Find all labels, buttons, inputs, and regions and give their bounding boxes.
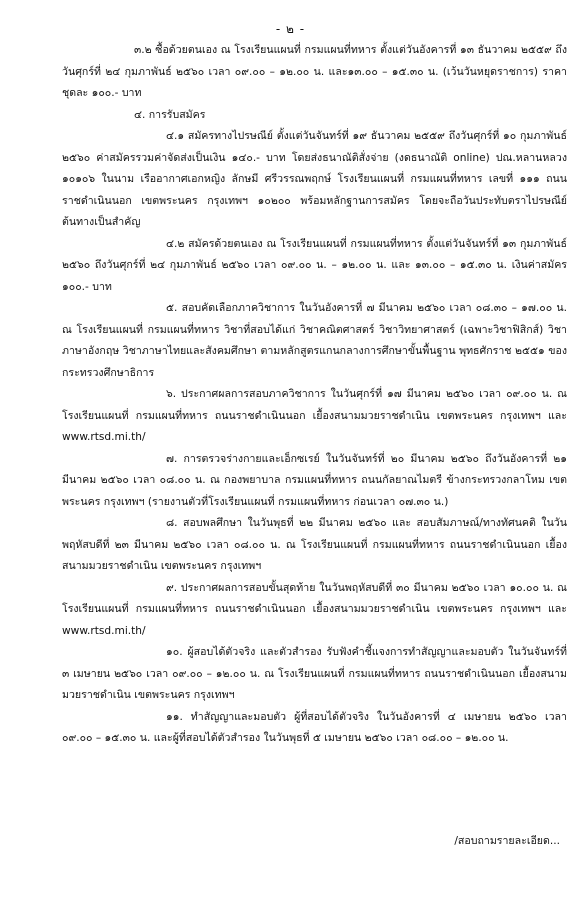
paragraph-9: ๙. ประกาศผลการสอบขั้นสุดท้าย ในวันพฤหัสบดีที่ ๓๐ มีนาคม ๒๕๖๐ เวลา ๑๐.๐๐ น. ณ โรงเรียนแผนที่ กรมแผนที่ทหาร ถนนราชดำเนินนอก เยื้องสนามมวยราชดำเนิน เขตพระนคร กรุงเทพฯ และ www.rtsd.mi.th/: [62, 581, 567, 637]
heading-application: ๔. การรับสมัคร: [134, 108, 206, 121]
paragraph-3-2: ๓.๒ ซื้อด้วยตนเอง ณ โรงเรียนแผนที่ กรมแผนที่ทหาร ตั้งแต่วันอังคารที่ ๑๓ ธันวาคม ๒๕๕๙ ถึงวันศุกร์ที่ ๒๔ กุมภาพันธ์ ๒๕๖๐ เวลา ๐๙.๐๐ – ๑๒.๐๐ น. และ๑๓.๐๐ – ๑๕.๓๐ น. (เว้นวันหยุดราชการ) ราคาชุดละ ๑๐๐.- บาท: [62, 44, 567, 99]
paragraph-10: ๑๐. ผู้สอบได้ตัวจริง และตัวสำรอง รับฟังคำชี้แจงการทำสัญญาและมอบตัว ในวันจันทร์ที่ ๓ เมษายน ๒๕๖๐ เวลา ๐๙.๐๐ – ๑๒.๐๐ น. ณ โรงเรียนแผนที่ กรมแผนที่ทหาร ถนนราชดำเนินนอก เยื้องสนามมวยราชดำเนิน เขตพระนคร กรุงเทพฯ: [62, 646, 567, 701]
paragraph-5: ๕. สอบคัดเลือกภาควิชาการ ในวันอังคารที่ ๗ มีนาคม ๒๕๖๐ เวลา ๐๘.๓๐ – ๑๗.๐๐ น. ณ โรงเรียนแผนที่ กรมแผนที่ทหาร วิชาที่สอบได้แก่ วิชาคณิตศาสตร์ วิชาวิทยาศาสตร์ (เฉพาะวิชาฟิสิกส์) วิชาภาษาอังกฤษ วิชาภาษาไทยและสังคมศึกษา ตามหลักสูตรแกนกลางการศึกษาขั้นพื้นฐาน พุทธศักราช ๒๕๕๑ ของกระทรวงศึกษาธิการ: [62, 302, 567, 379]
paragraph-4-1: ๔.๑ สมัครทางไปรษณีย์ ตั้งแต่วันจันทร์ที่ ๑๙ ธันวาคม ๒๕๕๙ ถึงวันศุกร์ที่ ๑๐ กุมภาพันธ์ ๒๕๖๐ ค่าสมัครรวมค่าจัดส่งเป็นเงิน ๑๔๐.- บาท โดยส่งธนาณัติสั่งจ่าย (งดธนาณัติ online) ปณ.หลานหลวง ๑๐๑๐๖ ในนาม เรืออากาศเอกหญิง ลักษมี ศรีวรรณพฤกษ์ โรงเรียนแผนที่ กรมแผนที่ทหาร เลขที่ ๑๑๑ ถนนราชดำเนินนอก เขตพระนคร กรุงเทพฯ ๑๐๒๐๐ พร้อมหลักฐานการสมัคร โดยจะถือวันประทับตราไปรษณีย์ต้นทางเป็นสำคัญ: [62, 130, 567, 228]
paragraph-7: ๗. การตรวจร่างกายและเอ็กซเรย์ ในวันจันทร์ที่ ๒๐ มีนาคม ๒๕๖๐ ถึงวันอังคารที่ ๒๑ มีนาคม ๒๕๖๐ เวลา ๐๘.๐๐ น. ณ กองพยาบาล กรมแผนที่ทหาร ถนนกัลยาณไมตรี ข้างกระทรวงกลาโหม เขตพระนคร กรุงเทพฯ (รายงานตัวที่โรงเรียนแผนที่ กรมแผนที่ทหาร ก่อนเวลา ๐๗.๓๐ น.): [62, 452, 567, 508]
document-body: [62, 40, 567, 750]
page-number: - ๒ -: [275, 22, 306, 36]
continuation-note: /สอบถามรายละเอียด...: [454, 835, 560, 847]
paragraph-8: ๘. สอบพลศึกษา ในวันพุธที่ ๒๒ มีนาคม ๒๕๖๐ และ สอบสัมภาษณ์/ทางทัศนคติ ในวันพฤหัสบดีที่ ๒๓ มีนาคม ๒๕๖๐ เวลา ๐๘.๐๐ น. ณ โรงเรียนแผนที่ กรมแผนที่ทหาร ถนนราชดำเนินนอก เยื้องสนามมวยราชดำเนิน เขตพระนคร กรุงเทพฯ: [62, 517, 567, 572]
paragraph-11: ๑๑. ทำสัญญาและมอบตัว ผู้ที่สอบได้ตัวจริง ในวันอังคารที่ ๔ เมษายน ๒๕๖๐ เวลา ๐๙.๐๐ – ๑๕.๓๐ น. และผู้ที่สอบได้ตัวสำรอง ในวันพุธที่ ๕ เมษายน ๒๕๖๐ เวลา ๐๘.๐๐ – ๑๒.๐๐ น.: [62, 710, 567, 744]
paragraph-6: ๖. ประกาศผลการสอบภาควิชาการ ในวันศุกร์ที่ ๑๗ มีนาคม ๒๕๖๐ เวลา ๐๙.๐๐ น. ณ โรงเรียนแผนที่ กรมแผนที่ทหาร ถนนราชดำเนินนอก เยื้องสนามมวยราชดำเนิน เขตพระนคร กรุงเทพฯ และ www.rtsd.mi.th/: [62, 388, 567, 443]
paragraph-4-2: ๔.๒ สมัครด้วยตนเอง ณ โรงเรียนแผนที่ กรมแผนที่ทหาร ตั้งแต่วันจันทร์ที่ ๑๓ กุมภาพันธ์ ๒๕๖๐ ถึงวันศุกร์ที่ ๒๔ กุมภาพันธ์ ๒๕๖๐ เวลา ๐๙.๐๐ น. – ๑๒.๐๐ น. และ ๑๓.๐๐ – ๑๕.๓๐ น. เงินค่าสมัคร ๑๐๐.- บาท: [62, 237, 567, 293]
